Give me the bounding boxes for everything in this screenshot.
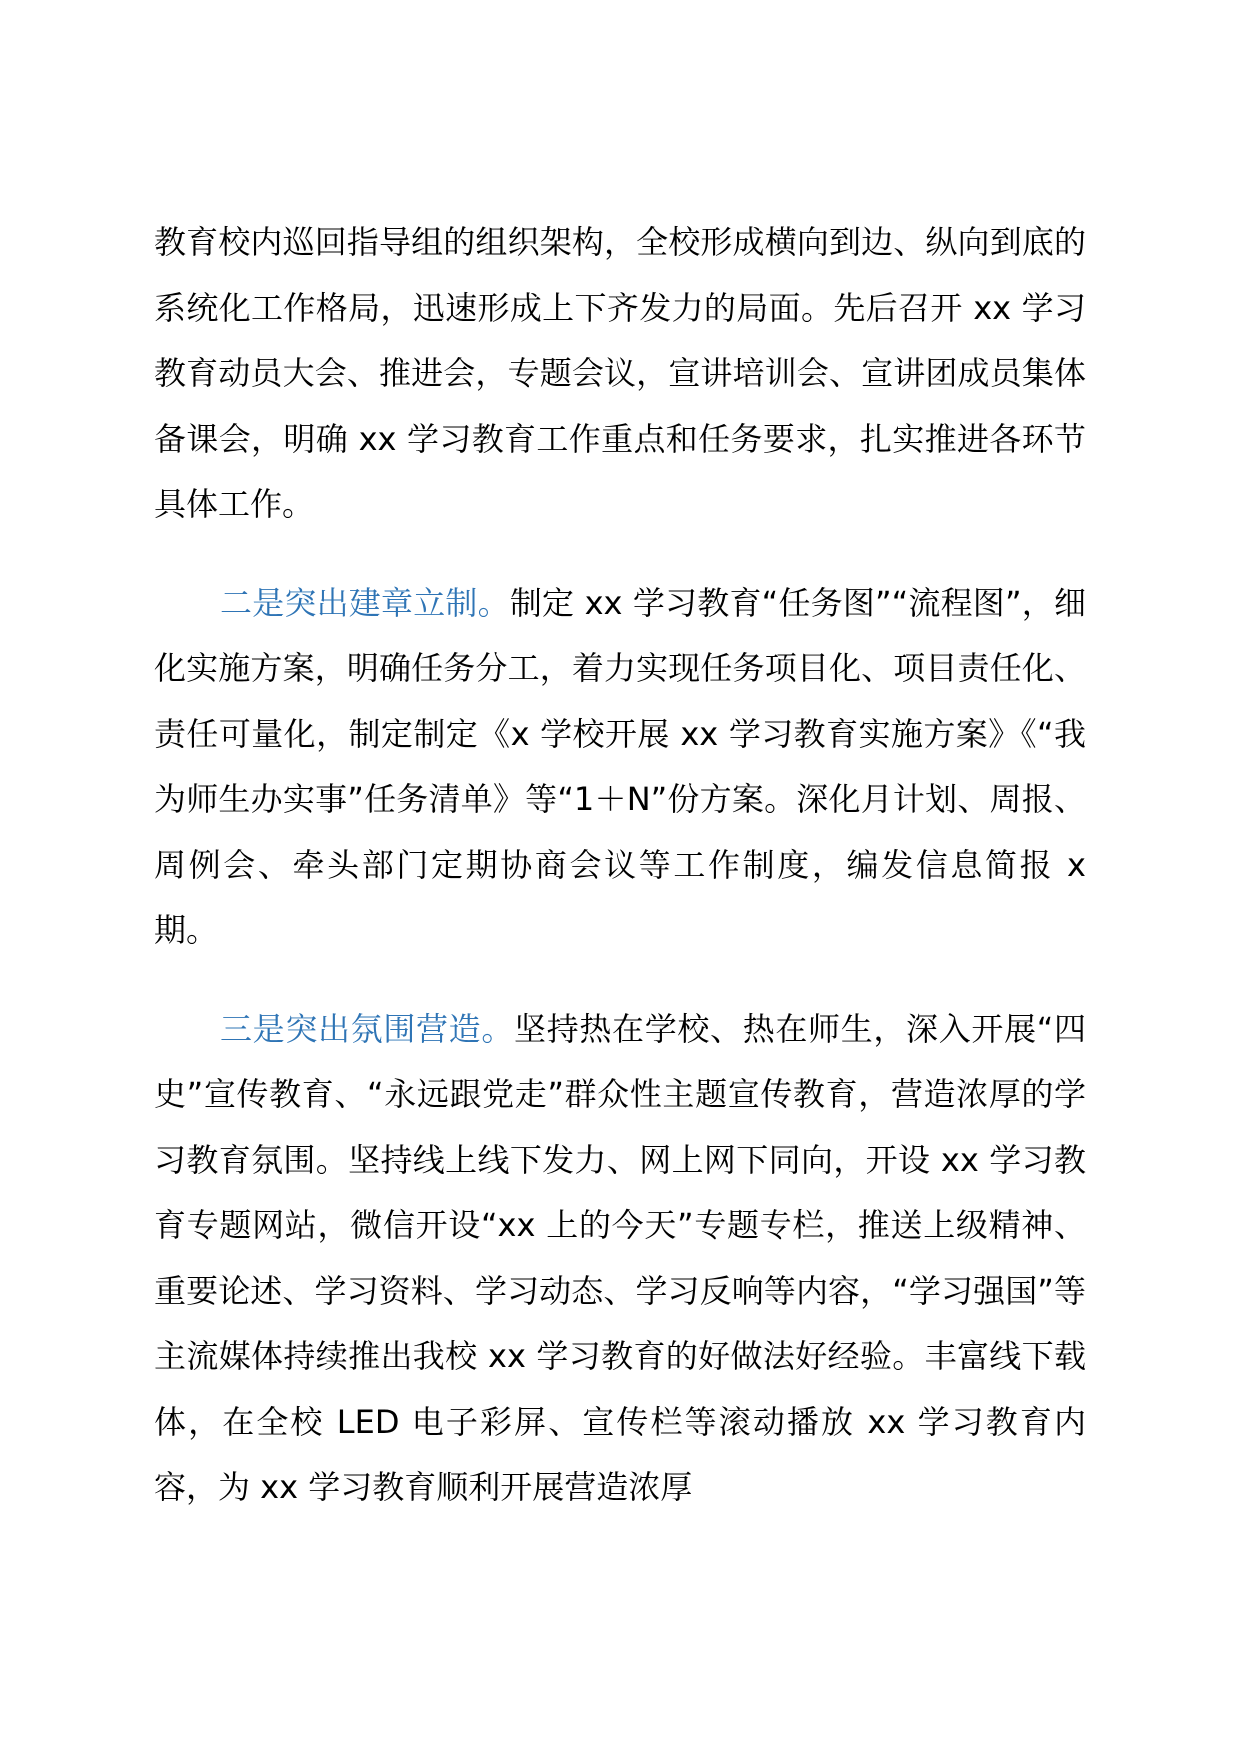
document-body: [154, 210, 1086, 1521]
paragraph-atmosphere: [154, 997, 1086, 1521]
paragraph-text: 制定 xx 学习教育“任务图”“流程图”，细化实施方案，明确任务分工，着力实现任务项目化、项目责任化、责任可量化，制定制定《x 学校开展 xx 学习教育实施方案》《“我为师生办实事”任务清单》等“1＋N”份方案。深化月计划、周报、周例会、牵头部门定期协商会议等工作制度，编发信息简报 x 期。: [154, 583, 1086, 949]
paragraph-text: 教育校内巡回指导组的组织架构，全校形成横向到边、纵向到底的系统化工作格局，迅速形成上下齐发力的局面。先后召开 xx 学习教育动员大会、推进会，专题会议，宣讲培训会、宣讲团成员集体备课会，明确 xx 学习教育工作重点和任务要求，扎实推进各环节具体工作。: [154, 223, 1086, 523]
paragraph-lead-heading: 二是突出建章立制。: [220, 583, 510, 622]
paragraph-continued: [154, 210, 1086, 538]
paragraph-lead-heading: 三是突出氛围营造。: [220, 1009, 515, 1048]
paragraph-regulations: [154, 571, 1086, 964]
paragraph-text: 坚持热在学校、热在师生，深入开展“四史”宣传教育、“永远跟党走”群众性主题宣传教育，营造浓厚的学习教育氛围。坚持线上线下发力、网上网下同向，开设 xx 学习教育专题网站，微信开设“xx 上的今天”专题专栏，推送上级精神、重要论述、学习资料、学习动态、学习反响等内容，“学习强国”等主流媒体持续推出我校 xx 学习教育的好做法好经验。丰富线下载体，在全校 LED 电子彩屏、宣传栏等滚动播放 xx 学习教育内容，为 xx 学习教育顺利开展营造浓厚: [154, 1009, 1086, 1506]
